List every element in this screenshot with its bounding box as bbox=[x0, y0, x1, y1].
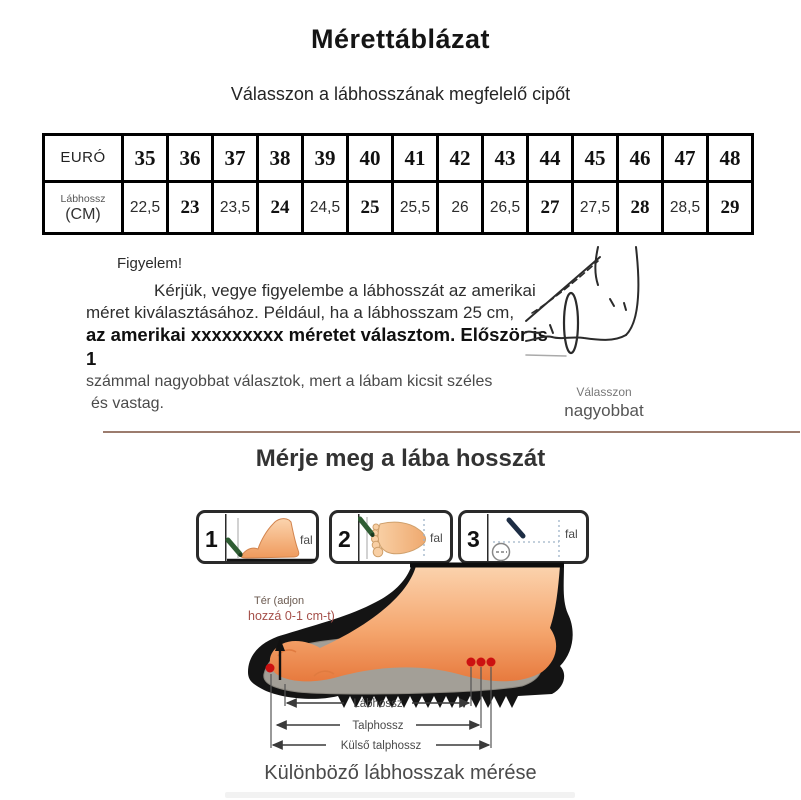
cm-value: 28 bbox=[630, 196, 650, 218]
size-table-euro-row bbox=[44, 135, 753, 182]
euro-size: 36 bbox=[179, 145, 201, 170]
cm-value: 26 bbox=[451, 198, 469, 216]
measure-label-outer-sole: Külső talphossz bbox=[340, 740, 422, 752]
step-number: 1 bbox=[205, 526, 218, 552]
toe-point-dot bbox=[266, 664, 275, 673]
page-title: Mérettáblázat bbox=[310, 24, 491, 54]
measure-label-sole-length: Talphossz bbox=[352, 720, 404, 732]
euro-size: 47 bbox=[674, 145, 696, 170]
cm-value: 23,5 bbox=[219, 198, 251, 216]
euro-header-label: EURÓ bbox=[60, 149, 106, 166]
euro-size: 42 bbox=[449, 145, 471, 170]
heel-point-dot bbox=[467, 658, 476, 667]
cm-value: 24 bbox=[270, 196, 290, 218]
attention-line: Kérjük, vegye figyelembe a lábhosszát az amerikai bbox=[154, 281, 536, 300]
attention-note bbox=[86, 255, 561, 415]
cm-value: 27,5 bbox=[579, 198, 611, 216]
size-table-cm-row bbox=[44, 182, 753, 234]
cm-value: 23 bbox=[180, 196, 200, 218]
choose-bigger-note bbox=[544, 385, 664, 421]
wall-label: fal bbox=[430, 531, 443, 545]
space-label-line1: Tér (adjon bbox=[254, 595, 305, 607]
euro-size: 43 bbox=[494, 145, 516, 170]
cm-value: 24,5 bbox=[309, 198, 341, 216]
size-table bbox=[42, 133, 754, 235]
heel-point-dot bbox=[487, 658, 496, 667]
foot-measurement-diagram bbox=[218, 556, 588, 761]
foot-shape bbox=[270, 566, 560, 681]
space-label-line2: hozzá 0-1 cm-t) bbox=[248, 609, 335, 623]
bottom-caption: Különböző lábhosszak mérése bbox=[264, 762, 537, 784]
ankle-sketch-illustration bbox=[518, 243, 668, 361]
euro-size: 44 bbox=[539, 145, 561, 170]
cm-value: 29 bbox=[720, 196, 740, 218]
choose-bigger-line1: Válasszon bbox=[576, 385, 632, 399]
attention-line: számmal nagyobbat választok, mert a lábam kicsit széles bbox=[86, 373, 493, 390]
step-2-illustration bbox=[358, 514, 454, 562]
measure-label-foot-length: Lábhossz bbox=[353, 698, 403, 710]
euro-size: 46 bbox=[629, 145, 651, 170]
cm-header-small: Lábhossz bbox=[60, 193, 106, 205]
attention-line: az amerikai xxxxxxxxx méretet választom. Először is 1 bbox=[86, 324, 548, 369]
euro-size: 48 bbox=[719, 145, 741, 170]
page-subtitle: Válasszon a lábhosszának megfelelő cipőt bbox=[230, 84, 571, 104]
step-number: 2 bbox=[338, 526, 351, 552]
cm-value: 28,5 bbox=[669, 198, 701, 216]
cm-value: 25,5 bbox=[399, 198, 431, 216]
measure-section-heading: Mérje meg a lába hosszát bbox=[255, 445, 546, 472]
euro-size: 35 bbox=[134, 145, 156, 170]
euro-size: 41 bbox=[404, 145, 426, 170]
step-number: 3 bbox=[467, 526, 480, 552]
euro-size: 40 bbox=[359, 145, 381, 170]
attention-line: és vastag. bbox=[91, 395, 164, 412]
wall-label: fal bbox=[565, 527, 578, 541]
wall-label: fal bbox=[300, 533, 313, 547]
cm-value: 26,5 bbox=[489, 198, 521, 216]
choose-bigger-line2: nagyobbat bbox=[564, 401, 644, 420]
euro-size: 39 bbox=[314, 145, 336, 170]
watermark-band bbox=[225, 792, 575, 798]
section-divider bbox=[103, 431, 800, 433]
cm-value: 25 bbox=[360, 196, 380, 218]
attention-line: méret kiválasztásához. Például, ha a lábhosszam 25 cm, bbox=[86, 302, 515, 322]
cm-header-main: (CM) bbox=[65, 206, 101, 223]
cm-value: 22,5 bbox=[129, 198, 161, 216]
step-3-illustration bbox=[487, 514, 590, 562]
euro-size: 38 bbox=[269, 145, 291, 170]
euro-size: 37 bbox=[224, 145, 246, 170]
heel-point-dot bbox=[477, 658, 486, 667]
step-1-illustration bbox=[225, 514, 320, 562]
cm-value: 27 bbox=[540, 196, 560, 218]
attention-heading: Figyelem! bbox=[117, 255, 183, 272]
euro-size: 45 bbox=[584, 145, 606, 170]
